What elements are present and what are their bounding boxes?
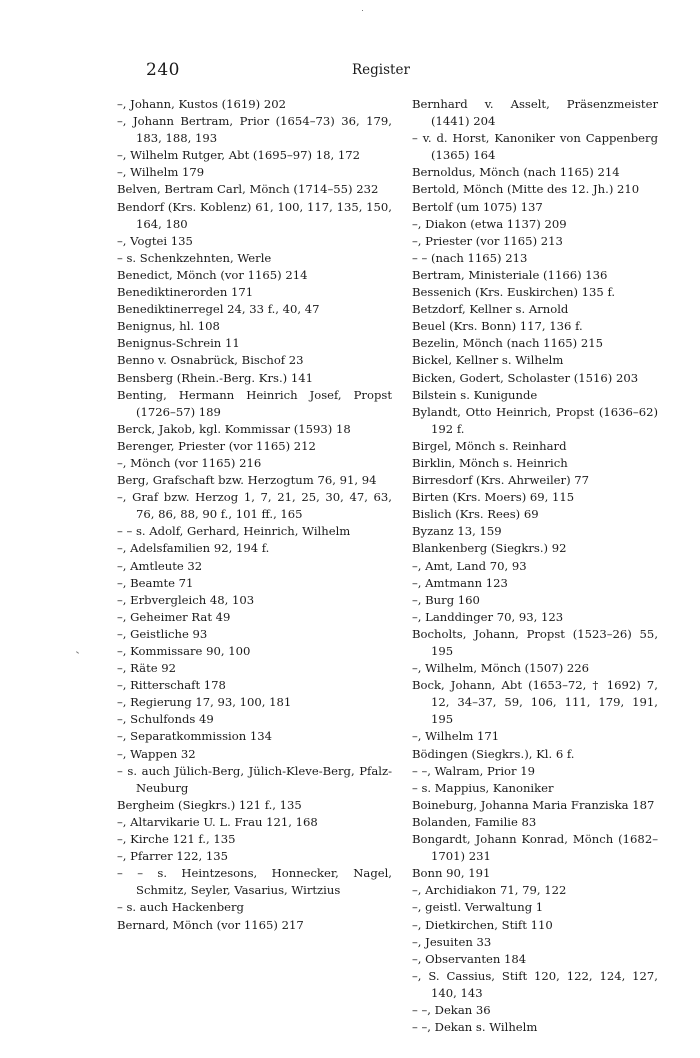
index-entry: –, Dietkirchen, Stift 110	[412, 917, 553, 932]
index-entry: Berck, Jakob, kgl. Kommissar (1593) 18	[117, 421, 351, 436]
index-entry: – – s. Heintzesons, Honnecker, Nagel, Schmitz, Seyler, Vasarius, Wirtzius	[117, 866, 392, 898]
index-entry: –, S. Cassius, Stift 120, 122, 124, 127, 140, 143	[412, 968, 658, 1000]
index-entry: –, Landdinger 70, 93, 123	[412, 609, 564, 624]
index-entry: –, Archidiakon 71, 79, 122	[412, 883, 567, 898]
index-entry: –, Kirche 121 f., 135	[117, 832, 236, 847]
index-entry: – – s. Adolf, Gerhard, Heinrich, Wilhelm	[117, 524, 351, 539]
index-entry: –, Amt, Land 70, 93	[412, 558, 527, 573]
index-entry: –, Amtmann 123	[412, 575, 508, 590]
index-entry: Bernhard v. Asselt, Präsenzmeister (1441) 204	[412, 97, 658, 129]
index-entry: Betzdorf, Kellner s. Arnold	[412, 302, 569, 317]
margin-tick-mark	[76, 651, 79, 654]
index-entry: –, Ritterschaft 178	[117, 678, 226, 693]
index-entry: –, Wilhelm, Mönch (1507) 226	[412, 661, 590, 676]
index-entry: –, Graf bzw. Herzog 1, 7, 21, 25, 30, 47, 63, 76, 86, 88, 90 f., 101 ff., 165	[117, 490, 392, 522]
index-entry: Bonn 90, 191	[412, 866, 491, 881]
index-entry: –, Jesuiten 33	[412, 934, 492, 949]
index-entry: – s. auch Jülich-Berg, Jülich-Kleve-Berg, Pfalz-Neuburg	[117, 763, 392, 795]
index-entry: Bessenich (Krs. Euskirchen) 135 f.	[412, 285, 616, 300]
index-entry: Byzanz 13, 159	[412, 524, 502, 539]
index-entry: Bilstein s. Kunigunde	[412, 387, 538, 402]
index-entry: –, Beamte 71	[117, 575, 194, 590]
index-entry: Berg, Grafschaft bzw. Herzogtum 76, 91, 94	[117, 473, 377, 488]
index-entry: –, Adelsfamilien 92, 194 f.	[117, 541, 270, 556]
index-entry: –, Johann, Kustos (1619) 202	[117, 97, 286, 111]
index-entry: – – (nach 1165) 213	[412, 250, 528, 265]
index-entry: – –, Dekan s. Wilhelm	[412, 1020, 538, 1035]
index-entry: –, Priester (vor 1165) 213	[412, 233, 563, 248]
top-tick-mark	[362, 10, 363, 11]
index-entry: Benediktinerregel 24, 33 f., 40, 47	[117, 302, 320, 317]
index-entry: – s. auch Hackenberg	[117, 900, 244, 915]
index-entry: Bocholts, Johann, Propst (1523–26) 55, 195	[412, 626, 658, 658]
index-entry: –, Altarvikarie U. L. Frau 121, 168	[117, 814, 318, 829]
index-entry: Berenger, Priester (vor 1165) 212	[117, 438, 316, 453]
index-entry: Bickel, Kellner s. Wilhelm	[412, 353, 564, 368]
index-entry: Bensberg (Rhein.-Berg. Krs.) 141	[117, 370, 313, 385]
index-entry: – –, Walram, Prior 19	[412, 763, 536, 778]
index-entry: Beuel (Krs. Bonn) 117, 136 f.	[412, 319, 583, 334]
index-entry: –, Observanten 184	[412, 951, 527, 966]
index-entry: Bolanden, Familie 83	[412, 814, 537, 829]
index-column-right	[412, 96, 658, 1036]
index-entry: Boineburg, Johanna Maria Franziska 187	[412, 797, 655, 812]
index-entry: Benedict, Mönch (vor 1165) 214	[117, 267, 308, 282]
index-entry: Birresdorf (Krs. Ahrweiler) 77	[412, 473, 590, 488]
index-entry: Bergheim (Siegkrs.) 121 f., 135	[117, 797, 302, 812]
index-entry: –, Wilhelm Rutger, Abt (1695–97) 18, 172	[117, 148, 360, 163]
index-entry: Bertram, Ministeriale (1166) 136	[412, 267, 608, 282]
index-entry: Bislich (Krs. Rees) 69	[412, 507, 539, 522]
index-entry: Bylandt, Otto Heinrich, Propst (1636–62) 192 f.	[412, 404, 658, 436]
index-column-left	[117, 96, 392, 934]
index-entry: Benno v. Osnabrück, Bischof 23	[117, 353, 304, 368]
index-entry: –, Mönch (vor 1165) 216	[117, 455, 262, 470]
index-entry: –, Wilhelm 179	[117, 165, 205, 180]
index-entry: Bödingen (Siegkrs.), Kl. 6 f.	[412, 746, 575, 761]
index-entry: –, Erbvergleich 48, 103	[117, 592, 255, 607]
index-entry: Benediktinerorden 171	[117, 285, 254, 300]
index-entry: –, Geheimer Rat 49	[117, 609, 231, 624]
index-entry: –, Geistliche 93	[117, 626, 208, 641]
index-entry: Bendorf (Krs. Koblenz) 61, 100, 117, 135, 150, 164, 180	[117, 199, 392, 231]
index-entry: Birklin, Mönch s. Heinrich	[412, 455, 568, 470]
index-entry: Bertolf (um 1075) 137	[412, 199, 543, 214]
index-entry: Bernard, Mönch (vor 1165) 217	[117, 917, 304, 932]
index-entry: –, Johann Bertram, Prior (1654–73) 36, 179, 183, 188, 193	[117, 114, 392, 146]
index-entry: –, Amtleute 32	[117, 558, 203, 573]
index-entry: –, Kommissare 90, 100	[117, 644, 251, 658]
running-head: Register	[352, 62, 410, 78]
index-entry: Belven, Bertram Carl, Mönch (1714–55) 232	[117, 182, 379, 197]
index-entry: Bertold, Mönch (Mitte des 12. Jh.) 210	[412, 182, 640, 197]
index-entry: Blankenberg (Siegkrs.) 92	[412, 541, 567, 556]
index-entry: Bock, Johann, Abt (1653–72, † 1692) 7, 12, 34–37, 59, 106, 111, 179, 191, 195	[412, 678, 658, 727]
index-entry: –, Regierung 17, 93, 100, 181	[117, 695, 292, 710]
index-entry: –, Diakon (etwa 1137) 209	[412, 216, 567, 231]
index-entry: Bongardt, Johann Konrad, Mönch (1682–1701) 231	[412, 832, 658, 864]
index-entry: –, Räte 92	[117, 661, 177, 676]
index-entry: Birgel, Mönch s. Reinhard	[412, 438, 567, 453]
index-entry: Birten (Krs. Moers) 69, 115	[412, 490, 575, 505]
index-entry: –, Vogtei 135	[117, 233, 193, 248]
index-entry: –, Wappen 32	[117, 746, 196, 761]
index-entry: –, Separatkommission 134	[117, 729, 272, 744]
index-entry: – –, Dekan 36	[412, 1002, 491, 1017]
index-entry: Benignus-Schrein 11	[117, 336, 240, 351]
index-entry: –, Wilhelm 171	[412, 729, 500, 744]
index-entry: –, Schulfonds 49	[117, 712, 214, 727]
index-entry: Bicken, Godert, Scholaster (1516) 203	[412, 370, 639, 385]
index-entry: – v. d. Horst, Kanoniker von Cappenberg (1365) 164	[412, 131, 658, 163]
index-entry: – s. Mappius, Kanoniker	[412, 780, 554, 795]
page-number: 240	[146, 60, 180, 80]
index-entry: –, geistl. Verwaltung 1	[412, 900, 544, 915]
index-entry: Benignus, hl. 108	[117, 319, 220, 334]
index-entry: –, Burg 160	[412, 592, 480, 607]
index-entry: Benting, Hermann Heinrich Josef, Propst (1726–57) 189	[117, 387, 392, 419]
index-entry: – s. Schenkzehnten, Werle	[117, 250, 272, 265]
index-entry: Bernoldus, Mönch (nach 1165) 214	[412, 165, 620, 180]
index-entry: –, Pfarrer 122, 135	[117, 849, 228, 864]
index-entry: Bezelin, Mönch (nach 1165) 215	[412, 336, 603, 351]
